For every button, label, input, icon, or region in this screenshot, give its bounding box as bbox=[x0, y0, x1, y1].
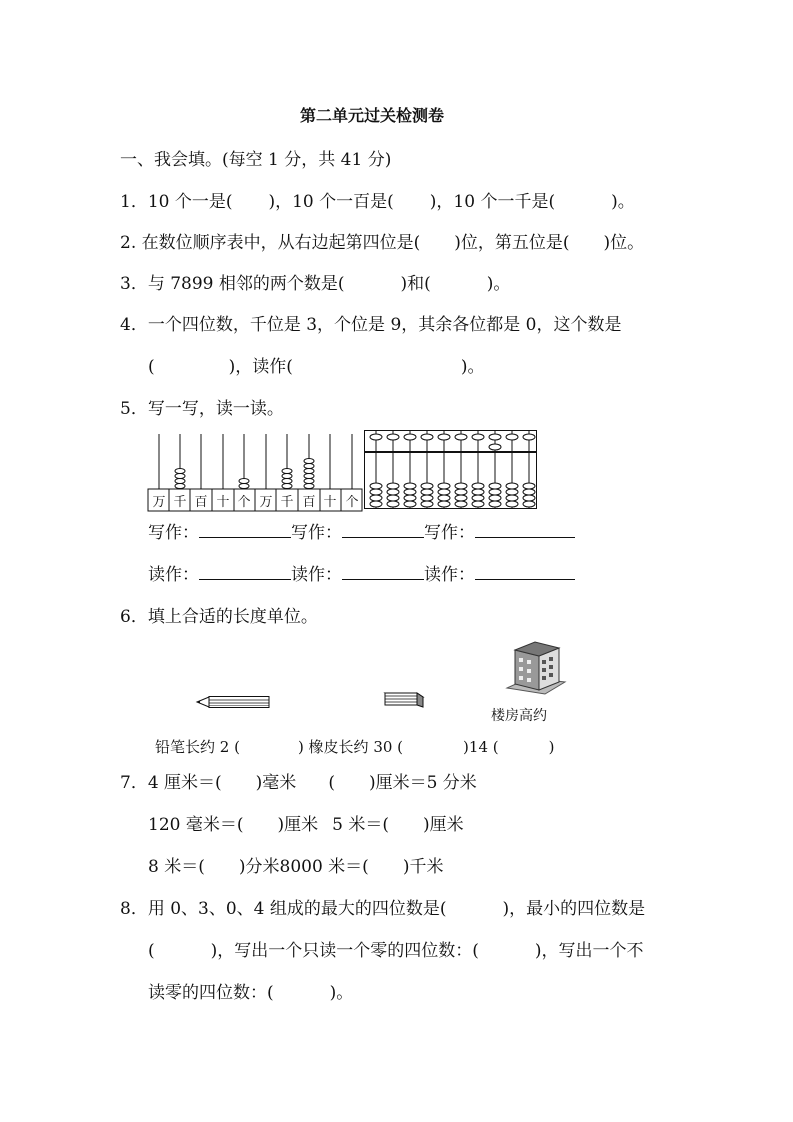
read-row: 读作： 读作： 读作： bbox=[148, 565, 575, 585]
place-label: 千 bbox=[173, 495, 187, 510]
place-label: 百 bbox=[194, 495, 208, 510]
question-6: 6．填上合适的长度单位。 bbox=[120, 607, 318, 627]
question-7-row3: 8 米＝( )分米8000 米＝( )千米 bbox=[148, 857, 444, 877]
question-8-line2: ( )，写出一个只读一个零的四位数：( )，写出一个不 bbox=[148, 941, 644, 961]
place-label: 个 bbox=[345, 495, 359, 510]
counting-frame bbox=[148, 430, 363, 512]
place-label: 万 bbox=[259, 495, 273, 510]
place-label: 千 bbox=[280, 495, 294, 510]
answer-line[interactable] bbox=[342, 565, 424, 580]
abacus bbox=[364, 430, 539, 510]
question-7-row2: 120 毫米＝( )厘米 5 米＝( )厘米 bbox=[148, 815, 464, 835]
question-1: 1．10 个一是( )，10 个一百是( )，10 个一千是( )。 bbox=[120, 192, 635, 212]
question-8-line3: 读零的四位数：( )。 bbox=[148, 983, 354, 1003]
eraser-icon bbox=[383, 690, 425, 708]
section-heading: 一、我会填。(每空 1 分，共 41 分) bbox=[120, 150, 392, 170]
answer-line[interactable] bbox=[475, 523, 575, 538]
place-label: 万 bbox=[152, 495, 166, 510]
answer-line[interactable] bbox=[342, 523, 424, 538]
building-caption: 楼房高约 bbox=[491, 708, 547, 724]
answer-line[interactable] bbox=[199, 565, 291, 580]
place-label: 十 bbox=[216, 495, 230, 510]
question-6-answers: 铅笔长约 2 ( ) 橡皮长约 30 ( )14 ( ) bbox=[155, 738, 555, 756]
question-3: 3．与 7899 相邻的两个数是( )和( )。 bbox=[120, 274, 511, 294]
answer-line[interactable] bbox=[475, 565, 575, 580]
question-7-row1: 7．4 厘米＝( )毫米 ( )厘米＝5 分米 bbox=[120, 773, 477, 793]
question-8-line1: 8．用 0、3、0、4 组成的最大的四位数是( )，最小的四位数是 bbox=[120, 899, 646, 919]
place-label: 百 bbox=[302, 495, 316, 510]
question-4-answers: ( )，读作( )。 bbox=[148, 357, 485, 377]
pencil-icon bbox=[195, 692, 273, 712]
question-4: 4．一个四位数，千位是 3，个位是 9，其余各位都是 0，这个数是 bbox=[120, 315, 622, 335]
write-row: 写作： 写作： 写作： bbox=[148, 523, 575, 543]
page-title: 第二单元过关检测卷 bbox=[300, 106, 445, 125]
question-2: 2. 在数位顺序表中，从右边起第四位是( )位，第五位是( )位。 bbox=[120, 233, 645, 253]
place-label: 个 bbox=[237, 495, 251, 510]
building-icon bbox=[505, 640, 567, 696]
place-label: 十 bbox=[323, 495, 337, 510]
question-5: 5．写一写，读一读。 bbox=[120, 399, 284, 419]
answer-line[interactable] bbox=[199, 523, 291, 538]
